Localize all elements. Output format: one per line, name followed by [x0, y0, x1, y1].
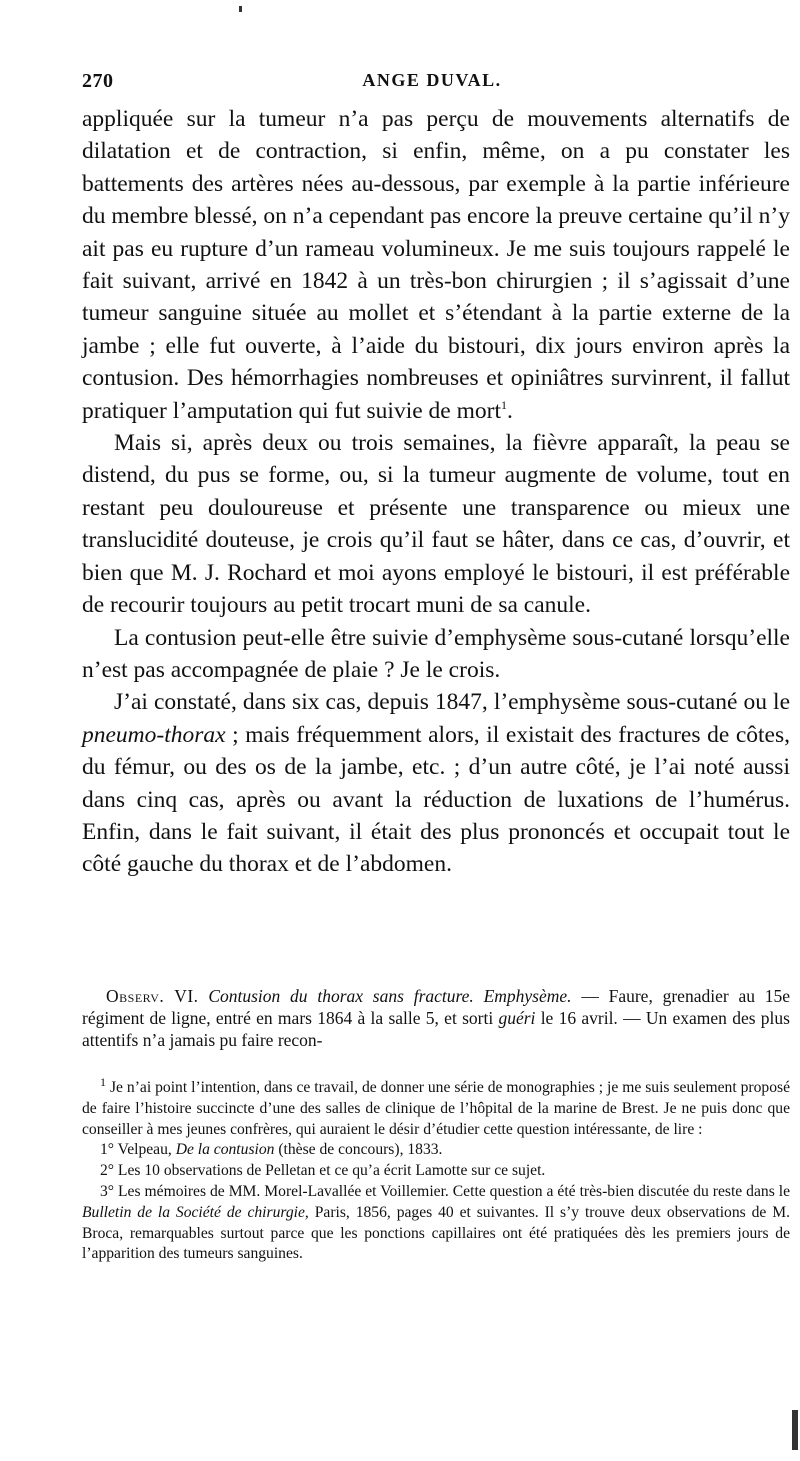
paragraph-text: ; mais fréquemment alors, il existait des fractures de côtes, du fémur, ou des os de la jambe, etc. ; d’un autre côté, je l’ai noté aussi dans cinq cas, après ou avant la réduction de luxations de l’humérus. Enfin, dans le fait suivant, il était des plus prononcés et occupait tout le côté gauche du thorax et de l’abdomen.	[82, 721, 790, 878]
footnotes	[82, 1074, 791, 1265]
emphasis: Bulletin de la Société de chirurgie	[82, 1203, 305, 1221]
running-head: ANGE DUVAL.	[362, 70, 502, 90]
item-number: 1°	[100, 1141, 118, 1159]
footnote	[82, 1074, 790, 1140]
paragraph-text: J’ai constaté, dans six cas, depuis 1847, l’emphysème sous-cutané ou le	[114, 689, 790, 716]
scan-edge-right	[792, 1410, 798, 1450]
footnote-mark: 1	[100, 1074, 106, 1089]
scan-speck-top	[239, 6, 242, 12]
emphasis: De la contusion	[175, 1141, 275, 1159]
observation-label: Observ. VI.	[106, 986, 199, 1006]
paragraph	[82, 103, 790, 427]
item-text: (thèse de concours), 1833.	[274, 1141, 443, 1159]
paragraph	[82, 686, 790, 880]
observation-text: — Faure, grenadier au 15e régiment de ligne, entré en mars 1864 à la salle 5, et sorti	[82, 986, 791, 1028]
footnote-item: 2° Les 10 observations de Pelletan et ce qu’a écrit Lamotte sur ce sujet.	[100, 1162, 546, 1180]
page-header	[82, 70, 782, 100]
paragraph-text: appliquée sur la tumeur n’a pas perçu de mouvements alternatifs de dilatation et de contraction, si enfin, même, on a pu constater les battements des artères nées au-dessous, par exemple à la partie inférieure du membre blessé, on n’a cependant pas encore la preuve certaine qu’il n’y ait pas eu rupture d’un rameau volumineux. Je me suis toujours rappelé le fait suivant, arrivé en 1842 à un très-bon chirurgien ; il s’agissait d’une tumeur sanguine située au mollet et s’étendant à la partie externe de la jambe ; elle fut ouverte, à l’aide du bistouri, dix jours environ après la contusion. Des hémorrhagies nombreuses et opiniâtres survinrent, il fallut pratiquer l’amputation qui fut suivie de mort	[82, 106, 790, 424]
item-text: Velpeau,	[117, 1141, 176, 1159]
item-text: , Paris, 1856, pages 40 et suivantes. Il s’y trouve deux observations de M. Broca, remarquables surtout parce que les ponctions capillaires ont été pratiquées dès les premiers jours de l’apparition des tumeurs sanguines.	[82, 1203, 791, 1263]
main-text	[82, 103, 790, 881]
paragraph: La contusion peut-elle être suivie d’emphysème sous-cutané lorsqu’elle n’est pas accompagnée de plaie ? Je le crois.	[82, 624, 790, 683]
emphasis: guéri	[498, 1008, 536, 1028]
paragraph-end: .	[506, 397, 513, 424]
emphasis: pneumo-thorax	[82, 721, 226, 748]
footnote-item	[82, 1182, 790, 1265]
page-number: 270	[82, 70, 114, 92]
footnote-item	[82, 1140, 790, 1161]
paragraph: Mais si, après deux ou trois semaines, la fièvre apparaît, la peau se distend, du pus se forme, ou, si la tumeur augmente de volume, tout en restant peu douloureuse et présente une transparence ou mieux une translucidité douteuse, je crois qu’il faut se hâter, dans ce cas, d’ouvrir, et bien que M. J. Rochard et moi ayons employé le bistouri, il est préférable de recourir toujours au petit trocart muni de sa canule.	[82, 430, 790, 619]
observation-text: le 16 avril. — Un examen des plus attentifs n’a jamais pu faire recon-	[82, 1008, 790, 1050]
observation-paragraph	[82, 985, 790, 1051]
footnote-text: Je n’ai point l’intention, dans ce travail, de donner une série de monographies ; je me suis seulement proposé de faire l’histoire succincte d’une des salles de clinique de l’hôpital de la marine de Brest. Je ne puis donc que conseiller à mes jeunes confrères, qui auraient le désir d’étudier cette question intéressante, de lire :	[82, 1079, 790, 1138]
observation-title: Contusion du thorax sans fracture. Emphysème.	[208, 986, 572, 1006]
footnote-reference: 1	[500, 397, 507, 412]
item-text: 3° Les mémoires de MM. Morel-Lavallée et Voillemier. Cette question a été très-bien discutée du reste dans le	[100, 1182, 790, 1200]
